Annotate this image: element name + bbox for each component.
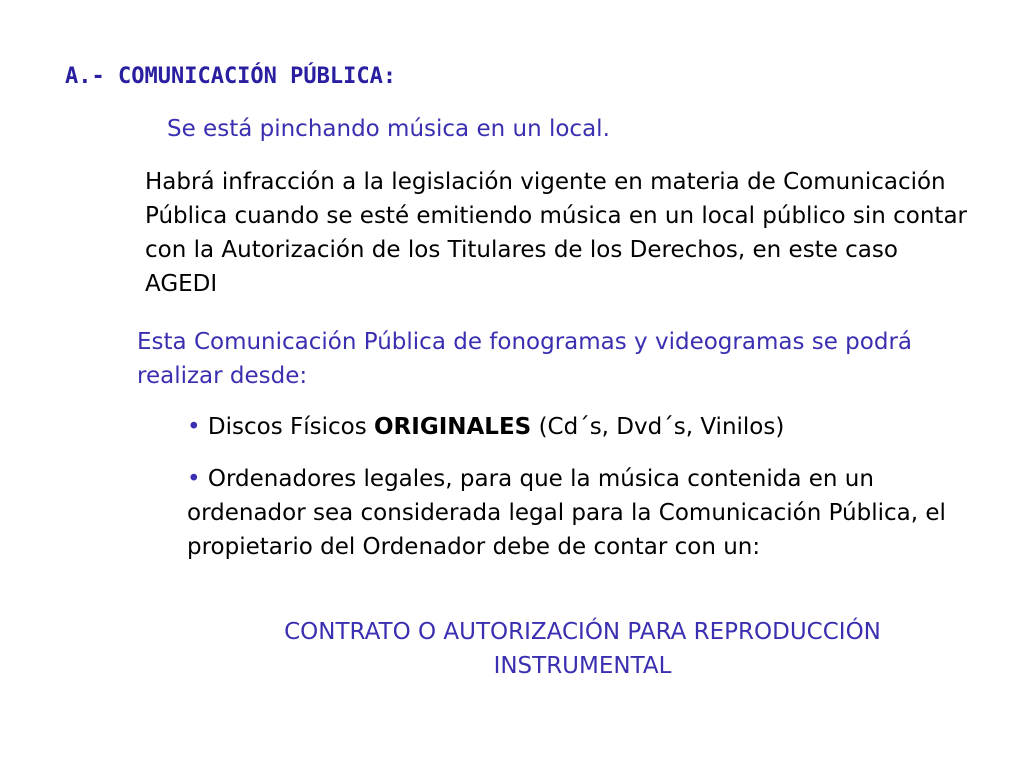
- bullet-text-post: (Cd´s, Dvd´s, Vinilos): [538, 414, 785, 440]
- contract-line-1: CONTRATO O AUTORIZACIÓN PARA REPRODUCCIÓN: [284, 619, 881, 645]
- bullet-text-pre: Discos Físicos: [207, 414, 367, 440]
- bullet-marker: •: [187, 414, 201, 440]
- bullet-text-bold: ORIGINALES: [374, 414, 532, 440]
- communication-paragraph: Esta Comunicación Pública de fonogramas y videogramas se podrá realizar desde:: [137, 329, 913, 389]
- infraction-paragraph: Habrá infracción a la legislación vigente en materia de Comunicación Pública cuando se esté emitiendo música en un local público sin contar con la Autorización de los Titulares de los Derechos, en este caso AGEDI: [145, 169, 967, 297]
- bullet-item-discos: [187, 410, 987, 444]
- bullet-marker: •: [187, 466, 201, 492]
- bullet-item-ordenadores: [187, 462, 977, 564]
- contract-requirement: [185, 615, 980, 683]
- bullet-text: Ordenadores legales, para que la música contenida en un ordenador sea considerada legal para la Comunicación Pública, el propietario del Ordenador debe de contar con un:: [187, 466, 946, 560]
- slide-heading: A.- COMUNICACIÓN PÚBLICA:: [65, 64, 397, 89]
- contract-line-2: INSTRUMENTAL: [493, 653, 672, 679]
- slide-subheading: Se está pinchando música en un local.: [167, 116, 610, 142]
